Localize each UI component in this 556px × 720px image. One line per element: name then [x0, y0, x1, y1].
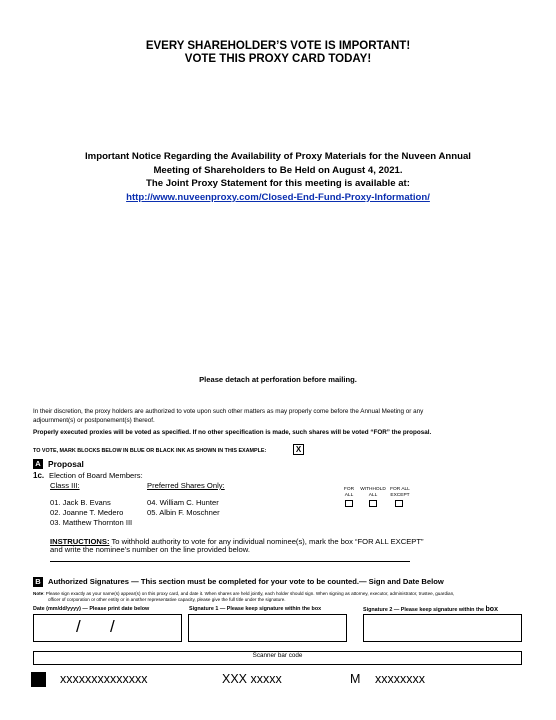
- date-field[interactable]: [33, 614, 182, 642]
- signature1-box[interactable]: [188, 614, 347, 642]
- signature1-label: Signature 1 — Please keep signature within the box: [189, 606, 322, 612]
- for-all-checkbox[interactable]: [345, 500, 353, 507]
- proposal-number: 1c.: [33, 471, 45, 480]
- proposal-label: Election of Board Members:: [49, 471, 143, 480]
- executed-proxies-note: Properly executed proxies will be voted as specified. If no other specification is made, such shares will be voted “FOR” the proposal.: [33, 429, 432, 436]
- for-all-header: [336, 487, 362, 498]
- date-slash-2: /: [110, 617, 115, 636]
- date-slash-1: /: [76, 617, 81, 636]
- withhold-all-checkbox[interactable]: [369, 500, 377, 507]
- footer-code-3-prefix: M: [350, 672, 361, 686]
- scanner-barcode-area: [33, 651, 522, 665]
- page-heading-line1: EVERY SHAREHOLDER’S VOTE IS IMPORTANT!: [145, 40, 411, 52]
- withhold-all-header-l2: ALL: [368, 492, 378, 498]
- signature2-label: [363, 606, 498, 614]
- note-label: Note: [33, 591, 44, 596]
- section-b-marker: B: [33, 577, 43, 587]
- instructions-text1: To withhold authority to vote for any individual nominee(s), mark the box “FOR ALL EXCEPT”: [109, 537, 424, 546]
- for-all-header-l1: FOR: [343, 487, 355, 492]
- withhold-all-header: [360, 487, 386, 498]
- note-text1: : Please sign exactly as your name(s) appear(s) on this proxy card, and date it. When shares are held jointly, each holder should sign. When signing as attorney, executor, administrator, trustee, guardian,: [43, 591, 455, 596]
- instructions-label: INSTRUCTIONS:: [50, 537, 110, 546]
- notice-url-row: [60, 191, 496, 205]
- vote-instruction: TO VOTE, MARK BLOCKS BELOW IN BLUE OR BLACK INK AS SHOWN IN THIS EXAMPLE:: [33, 448, 267, 454]
- registration-mark: [31, 672, 46, 687]
- section-a-title: Proposal: [48, 459, 84, 469]
- nominee-05: 05. Albin F. Moschner: [147, 508, 220, 517]
- notice-line2: Meeting of Shareholders to Be Held on August 4, 2021.: [153, 164, 403, 176]
- preferred-shares-label: Preferred Shares Only:: [147, 481, 225, 490]
- section-a-marker: A: [33, 459, 43, 469]
- section-b-title: Authorized Signatures — This section must be completed for your vote to be counted.— Sign and Date Below: [48, 577, 444, 586]
- notice-line1: Important Notice Regarding the Availability of Proxy Materials for the Nuveen Annual: [85, 151, 471, 162]
- for-all-except-header-l2: EXCEPT: [390, 492, 410, 498]
- page-heading-line2: VOTE THIS PROXY CARD TODAY!: [184, 53, 372, 65]
- for-all-except-header: [387, 487, 413, 498]
- nominee-02: 02. Joanne T. Medero: [50, 508, 124, 517]
- detach-instruction: Please detach at perforation before mailing.: [199, 375, 357, 384]
- nominee-03: 03. Matthew Thornton III: [50, 518, 133, 527]
- date-label: Date (mm/dd/yyyy) — Please print date below: [33, 606, 150, 612]
- scanner-label: Scanner bar code: [252, 652, 303, 659]
- for-all-except-header-l1: FOR ALL: [390, 487, 410, 492]
- example-mark-box: X: [293, 444, 304, 455]
- for-all-except-checkbox[interactable]: [395, 500, 403, 507]
- footer-code-2: XXX xxxxx: [222, 672, 282, 686]
- withhold-all-header-l1: WITHHOLD: [360, 487, 386, 492]
- signature2-box[interactable]: [363, 614, 522, 642]
- discretion-line2: adjournment(s) or postponement(s) thereof.: [33, 417, 155, 424]
- class-iii-label: Class III:: [50, 481, 80, 490]
- notice-line3: The Joint Proxy Statement for this meeting is available at:: [146, 178, 410, 189]
- signature2-label-text: Signature 2 — Please keep signature within the: [363, 607, 486, 613]
- discretion-line1: In their discretion, the proxy holders are authorized to vote upon such other matters as may properly come before the Annual Meeting or any: [33, 408, 424, 415]
- instructions-line2: and write the nominee’s number on the line provided below.: [50, 545, 250, 554]
- except-write-in-line[interactable]: [50, 561, 410, 562]
- footer-code-3: xxxxxxxx: [375, 672, 425, 686]
- nominee-01: 01. Jack B. Evans: [50, 498, 111, 507]
- nominee-04: 04. William C. Hunter: [147, 498, 219, 507]
- proxy-materials-link[interactable]: http://www.nuveenproxy.com/Closed-End-Fund-Proxy-Information/: [126, 191, 430, 203]
- footer-code-1: xxxxxxxxxxxxxx: [60, 672, 148, 686]
- signature2-label-box-word: box: [485, 606, 498, 613]
- signature-note-line1: [33, 591, 454, 596]
- for-all-header-l2: ALL: [344, 492, 354, 498]
- signature-note-line2: officer of corporation or other entity or in another representative capacity, please give the full title under the signature.: [48, 597, 286, 602]
